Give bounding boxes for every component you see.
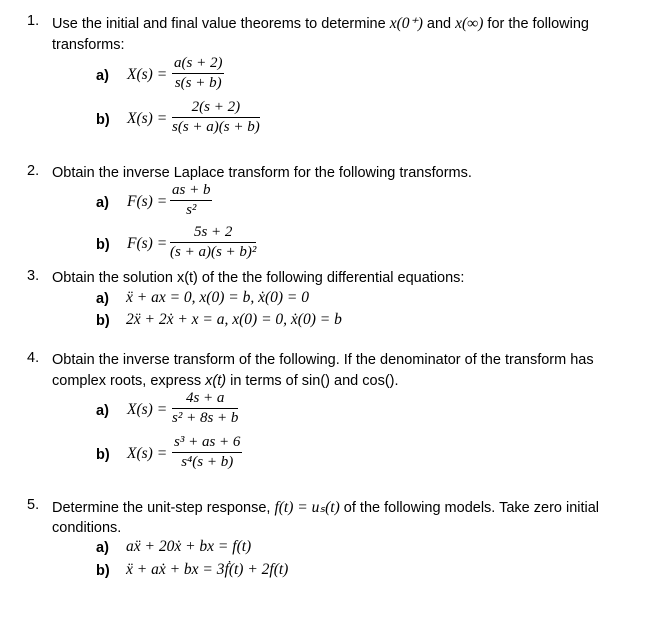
fraction: $\frac{a(s + 2)}{s(s + b)}$ [174,55,223,91]
equation: aẍ + 20ẋ + bx = f(t) [126,538,252,555]
question-text: Obtain the inverse transform of the following. If the denominator of the transform has [52,352,594,368]
part-label: a) [96,403,109,419]
part-label: b) [96,237,110,253]
part-label: b) [96,447,110,463]
fraction: $\frac{4s + a}{\text{s² + 8s + b}}$ [172,390,239,426]
question-number: 4. [27,350,40,366]
equation-lhs: X(s) = [127,66,168,83]
question-number: 1. [27,13,40,29]
fraction: $\frac{2(s + 2)}{s(s + a)(s + b)}$ [172,99,260,135]
fraction: $\frac{as + b}{\text{s²}}$ [172,182,211,218]
question-text: Obtain the solution x(t) of the the following differential equations: [52,270,465,286]
equation: ẍ + aẋ + bx = 3ḟ(t) + 2f(t) [126,561,289,578]
part-label: b) [96,563,110,579]
equation-lhs: X(s) = [127,401,168,418]
part-label: a) [96,68,109,84]
question-text: Use the initial and final value theorems to determine x(0⁺) and x(∞) for the following [52,15,589,32]
equation: 2ẍ + 2ẋ + x = a, x(0) = 0, ẋ(0) = b [126,311,342,328]
question-number: 2. [27,163,40,179]
part-label: a) [96,540,109,556]
equation-lhs: X(s) = [127,445,168,462]
fraction: $\frac{5s + 2}{\text{(s + a)(s + b)²}}$ [170,224,257,260]
fraction: $\frac{\text{s³ + as + 6}}{\text{s⁴(s + b)}}$ [174,434,241,470]
equation-lhs: X(s) = [127,110,168,127]
equation-lhs: F(s) = [127,235,168,252]
question-text: Determine the unit-step response, f(t) = uₛ(t) of the following models. Take zero initial [52,499,600,516]
equation: ẍ + ax = 0, x(0) = b, ẋ(0) = 0 [126,289,310,306]
question-number: 3. [27,268,40,284]
part-label: a) [96,195,109,211]
part-label: b) [96,313,110,329]
question-number: 5. [27,497,40,513]
part-label: a) [96,291,109,307]
question-text-line2: complex roots, express x(t) in terms of sin() and cos(). [52,373,399,389]
equation-lhs: F(s) = [127,193,168,210]
question-text: Obtain the inverse Laplace transform for the following transforms. [52,165,472,181]
part-label: b) [96,112,110,128]
